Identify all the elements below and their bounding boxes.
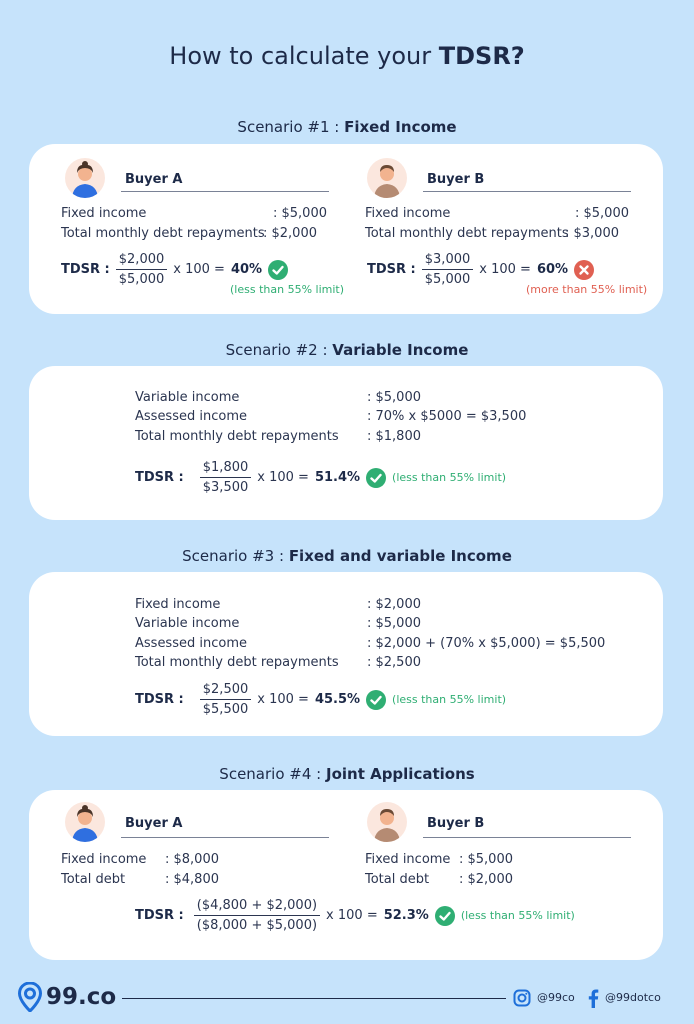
multiplier: x 100 = xyxy=(326,908,378,923)
female-avatar-icon xyxy=(65,802,105,842)
fraction xyxy=(116,252,168,287)
multiplier: x 100 = xyxy=(257,692,309,707)
s4b-row2-value: : $2,000 xyxy=(459,872,513,887)
scenario4-card xyxy=(29,790,663,960)
s2-formula xyxy=(135,460,512,495)
tdsr-result: 40% xyxy=(230,262,263,277)
scenario3-title-prefix: Scenario #3 : xyxy=(182,547,289,565)
scenario2-title-bold: Variable Income xyxy=(332,341,469,359)
title-text: How to calculate your xyxy=(169,42,439,70)
s3-formula xyxy=(135,682,512,717)
tdsr-label: TDSR : xyxy=(135,908,184,923)
multiplier: x 100 = xyxy=(257,470,309,485)
scenario1-title xyxy=(0,118,694,136)
buyer-a-divider xyxy=(121,837,329,838)
s2-note: (less than 55% limit) xyxy=(392,471,507,484)
s4b-row1-value: : $5,000 xyxy=(459,852,513,867)
scenario3-title xyxy=(0,547,694,565)
s1a-row1-label: Fixed income xyxy=(61,206,147,221)
s1a-row2-value: : $2,000 xyxy=(263,226,317,241)
fraction xyxy=(422,252,474,287)
scenario3-card xyxy=(29,572,663,736)
s1a-row1-value: : $5,000 xyxy=(273,206,327,221)
brand-logo-text: 99.co xyxy=(46,984,117,1010)
scenario2-title-prefix: Scenario #2 : xyxy=(225,341,333,359)
denominator: $5,000 xyxy=(118,272,165,287)
s4-note: (less than 55% limit) xyxy=(460,909,575,922)
denominator: ($8,000 + $5,000) xyxy=(196,918,318,933)
s1a-row2-label: Total monthly debt repayments xyxy=(61,226,265,241)
multiplier: x 100 = xyxy=(173,262,225,277)
buyer-a-avatar xyxy=(65,158,105,198)
scenario4-title xyxy=(0,765,694,783)
scenario4-title-bold: Joint Applications xyxy=(325,765,475,783)
title-bold-text: TDSR? xyxy=(438,42,525,70)
check-icon xyxy=(268,260,288,280)
denominator: $5,000 xyxy=(424,272,471,287)
scenario2-title xyxy=(0,341,694,359)
s4b-row1-label: Fixed income xyxy=(365,852,451,867)
tdsr-result: 51.4% xyxy=(314,470,361,485)
s3-row3-label: Assessed income xyxy=(135,636,247,651)
instagram-icon[interactable] xyxy=(513,989,531,1007)
tdsr-result: 52.3% xyxy=(383,908,429,923)
scenario1-card xyxy=(29,144,663,314)
male-avatar-icon xyxy=(367,802,407,842)
s2-row2-value: : 70% x $5000 = $3,500 xyxy=(367,409,527,424)
facebook-icon[interactable] xyxy=(587,988,599,1008)
s3-row3-value: : $2,000 + (70% x $5,000) = $5,500 xyxy=(367,636,606,651)
scenario1-title-bold: Fixed Income xyxy=(344,118,457,136)
cross-icon xyxy=(574,260,594,280)
numerator: $2,000 xyxy=(116,252,168,270)
male-avatar-icon xyxy=(367,158,407,198)
s4a-row1-value: : $8,000 xyxy=(165,852,219,867)
s3-row4-label: Total monthly debt repayments xyxy=(135,655,339,670)
s4b-row2-label: Total debt xyxy=(365,872,430,887)
s1a-note: (less than 55% limit) xyxy=(230,283,345,296)
s2-row3-value: : $1,800 xyxy=(367,429,421,444)
tdsr-label: TDSR : xyxy=(135,692,184,707)
s2-row2-label: Assessed income xyxy=(135,409,247,424)
s4a-row2-label: Total debt xyxy=(61,872,126,887)
scenario2-card xyxy=(29,366,663,520)
numerator: $3,000 xyxy=(422,252,474,270)
tdsr-result: 45.5% xyxy=(314,692,361,707)
tdsr-label: TDSR : xyxy=(61,262,110,277)
scenario4-title-prefix: Scenario #4 : xyxy=(219,765,326,783)
buyer-a-name: Buyer A xyxy=(125,172,183,187)
s4-formula xyxy=(135,898,581,933)
s1b-row2-label: Total monthly debt repayments xyxy=(365,226,569,241)
tdsr-label: TDSR : xyxy=(135,470,184,485)
buyer-b-name: Buyer B xyxy=(427,816,485,831)
numerator: $2,500 xyxy=(200,682,252,700)
s2-row3-label: Total monthly debt repayments xyxy=(135,429,339,444)
check-icon xyxy=(366,690,386,710)
denominator: $3,500 xyxy=(202,480,249,495)
s4a-row1-label: Fixed income xyxy=(61,852,147,867)
tdsr-label: TDSR : xyxy=(367,262,416,277)
instagram-handle[interactable]: @99co xyxy=(537,991,575,1004)
tdsr-result: 60% xyxy=(536,262,569,277)
page-title xyxy=(0,42,694,70)
fraction xyxy=(194,898,320,933)
buyer-b-avatar xyxy=(367,158,407,198)
check-icon xyxy=(366,468,386,488)
scenario3-title-bold: Fixed and variable Income xyxy=(288,547,512,565)
buyer-a-divider xyxy=(121,191,329,192)
female-avatar-icon xyxy=(65,158,105,198)
buyer-b-divider xyxy=(423,837,631,838)
s1b-row2-value: : $3,000 xyxy=(565,226,619,241)
location-pin-logo-icon xyxy=(18,982,42,1012)
denominator: $5,500 xyxy=(202,702,249,717)
s3-row2-label: Variable income xyxy=(135,616,240,631)
s3-note: (less than 55% limit) xyxy=(392,693,507,706)
scenario1-title-prefix: Scenario #1 : xyxy=(237,118,345,136)
facebook-handle[interactable]: @99dotco xyxy=(605,991,661,1004)
buyer-b-name: Buyer B xyxy=(427,172,485,187)
fraction xyxy=(200,682,252,717)
numerator: $1,800 xyxy=(200,460,252,478)
s1b-row1-value: : $5,000 xyxy=(575,206,629,221)
fraction xyxy=(200,460,252,495)
s3-row1-label: Fixed income xyxy=(135,597,221,612)
s4a-row2-value: : $4,800 xyxy=(165,872,219,887)
s3-row1-value: : $2,000 xyxy=(367,597,421,612)
s1b-row1-label: Fixed income xyxy=(365,206,451,221)
s3-row2-value: : $5,000 xyxy=(367,616,421,631)
check-icon xyxy=(435,906,455,926)
s1b-formula xyxy=(367,252,600,287)
s2-row1-label: Variable income xyxy=(135,390,240,405)
footer-divider xyxy=(122,998,506,999)
s1a-formula xyxy=(61,252,294,287)
buyer-a-avatar xyxy=(65,802,105,842)
multiplier: x 100 = xyxy=(479,262,531,277)
buyer-a-name: Buyer A xyxy=(125,816,183,831)
numerator: ($4,800 + $2,000) xyxy=(194,898,320,916)
s2-row1-value: : $5,000 xyxy=(367,390,421,405)
s3-row4-value: : $2,500 xyxy=(367,655,421,670)
s1b-note: (more than 55% limit) xyxy=(526,283,648,296)
buyer-b-avatar xyxy=(367,802,407,842)
buyer-b-divider xyxy=(423,191,631,192)
